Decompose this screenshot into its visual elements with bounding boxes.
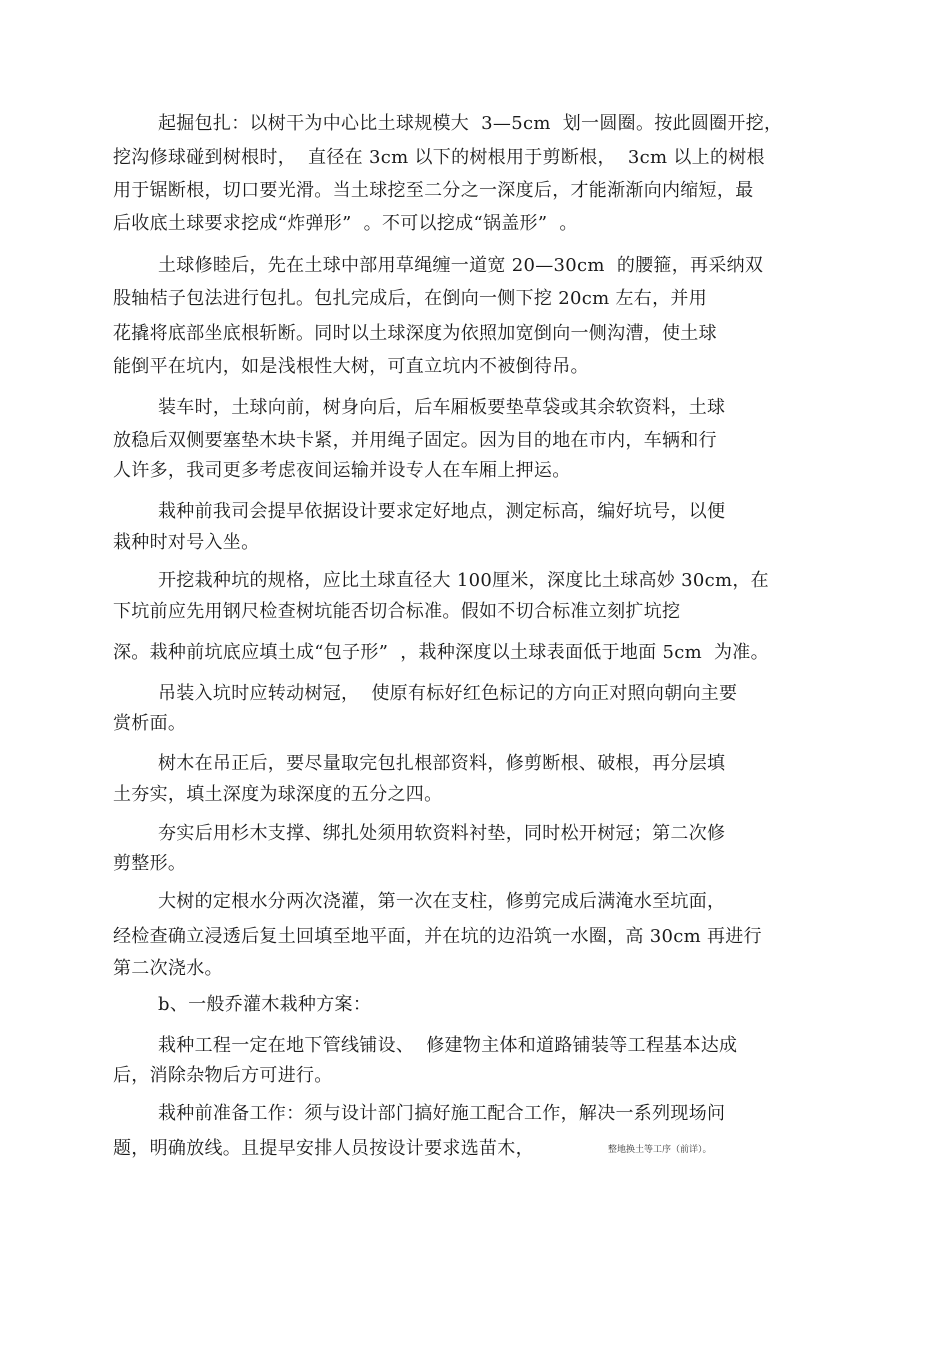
text-line: 栽种工程一定在地下管线铺设、 修建物主体和道路铺装等工程基本达成 — [158, 1035, 738, 1056]
section-heading: b、一般乔灌木栽种方案： — [158, 994, 372, 1015]
text-line: 股轴桔子包法进行包扎。包扎完成后，在倒向一侧下挖 20cm 左右，并用 — [113, 288, 707, 309]
text-line: 大树的定根水分两次浇灌，第一次在支柱，修剪完成后满淹水至坑面， — [158, 891, 726, 912]
text-line: 夯实后用杉木支撑、绑扎处须用软资料衬垫，同时松开树冠；第二次修 — [158, 823, 726, 844]
text-line: 人许多，我司更多考虑夜间运输并设专人在车厢上押运。 — [113, 460, 571, 481]
text-line: 经检查确立浸透后复土回填至地平面，并在坑的边沿筑一水圈，高 30cm 再进行 — [113, 926, 762, 947]
text-line: 土夯实，填土深度为球深度的五分之四。 — [113, 784, 443, 805]
text-line: 后，消除杂物后方可进行。 — [113, 1065, 333, 1086]
text-line: 栽种前我司会提早依据设计要求定好地点，测定标高，编好坑号，以便 — [158, 501, 726, 522]
text-line: 起掘包扎：以树干为中心比土球规模大 3—5cm 划一圆圈。按此圆圈开挖， — [158, 113, 783, 134]
text-line: 放稳后双侧要塞垫木块卡紧，并用绳子固定。因为目的地在市内，车辆和行 — [113, 430, 717, 451]
text-line: 题，明确放线。且提早安排人员按设计要求选苗木， — [113, 1138, 534, 1159]
text-line: 树木在吊正后，要尽量取完包扎根部资料，修剪断根、破根，再分层填 — [158, 753, 726, 774]
text-line: 栽种时对号入坐。 — [113, 532, 260, 553]
text-line: 下坑前应先用钢尺检查树坑能否切合标准。假如不切合标准立刻扩坑挖 — [113, 601, 681, 622]
text-line: 用于锯断根，切口要光滑。当土球挖至二分之一深度后，才能渐渐向内缩短，最 — [113, 180, 754, 201]
text-line: 后收底土球要求挖成“炸弹形” 。不可以挖成“锅盖形” 。 — [113, 213, 578, 234]
text-line: 挖沟修球碰到树根时， 直径在 3cm 以下的树根用于剪断根， 3cm 以上的树根 — [113, 147, 765, 168]
text-line: 剪整形。 — [113, 853, 187, 874]
text-line: 第二次浇水。 — [113, 958, 223, 979]
text-line: 开挖栽种坑的规格，应比土球直径大 100厘米，深度比土球高妙 30cm，在 — [158, 570, 769, 591]
text-line: 赏析面。 — [113, 713, 187, 734]
footnote-text: 整地换土等工序（前详）。 — [608, 1145, 712, 1155]
text-line: 能倒平在坑内，如是浅根性大树，可直立坑内不被倒待吊。 — [113, 356, 589, 377]
text-line: 花撬将底部坐底根斩断。同时以土球深度为依照加宽倒向一侧沟漕，使土球 — [113, 323, 717, 344]
text-line: 装车时，土球向前，树身向后，后车厢板要垫草袋或其余软资料，土球 — [158, 397, 726, 418]
text-line: 栽种前准备工作：须与设计部门搞好施工配合工作，解决一系列现场问 — [158, 1103, 726, 1124]
text-line: 深。栽种前坑底应填土成“包子形” ，栽种深度以土球表面低于地面 5cm 为准。 — [113, 642, 769, 663]
text-line: 吊装入坑时应转动树冠， 使原有标好红色标记的方向正对照向朝向主要 — [158, 683, 738, 704]
text-line: 土球修睦后，先在土球中部用草绳缠一道宽 20—30cm 的腰箍，再采纳双 — [158, 255, 764, 276]
